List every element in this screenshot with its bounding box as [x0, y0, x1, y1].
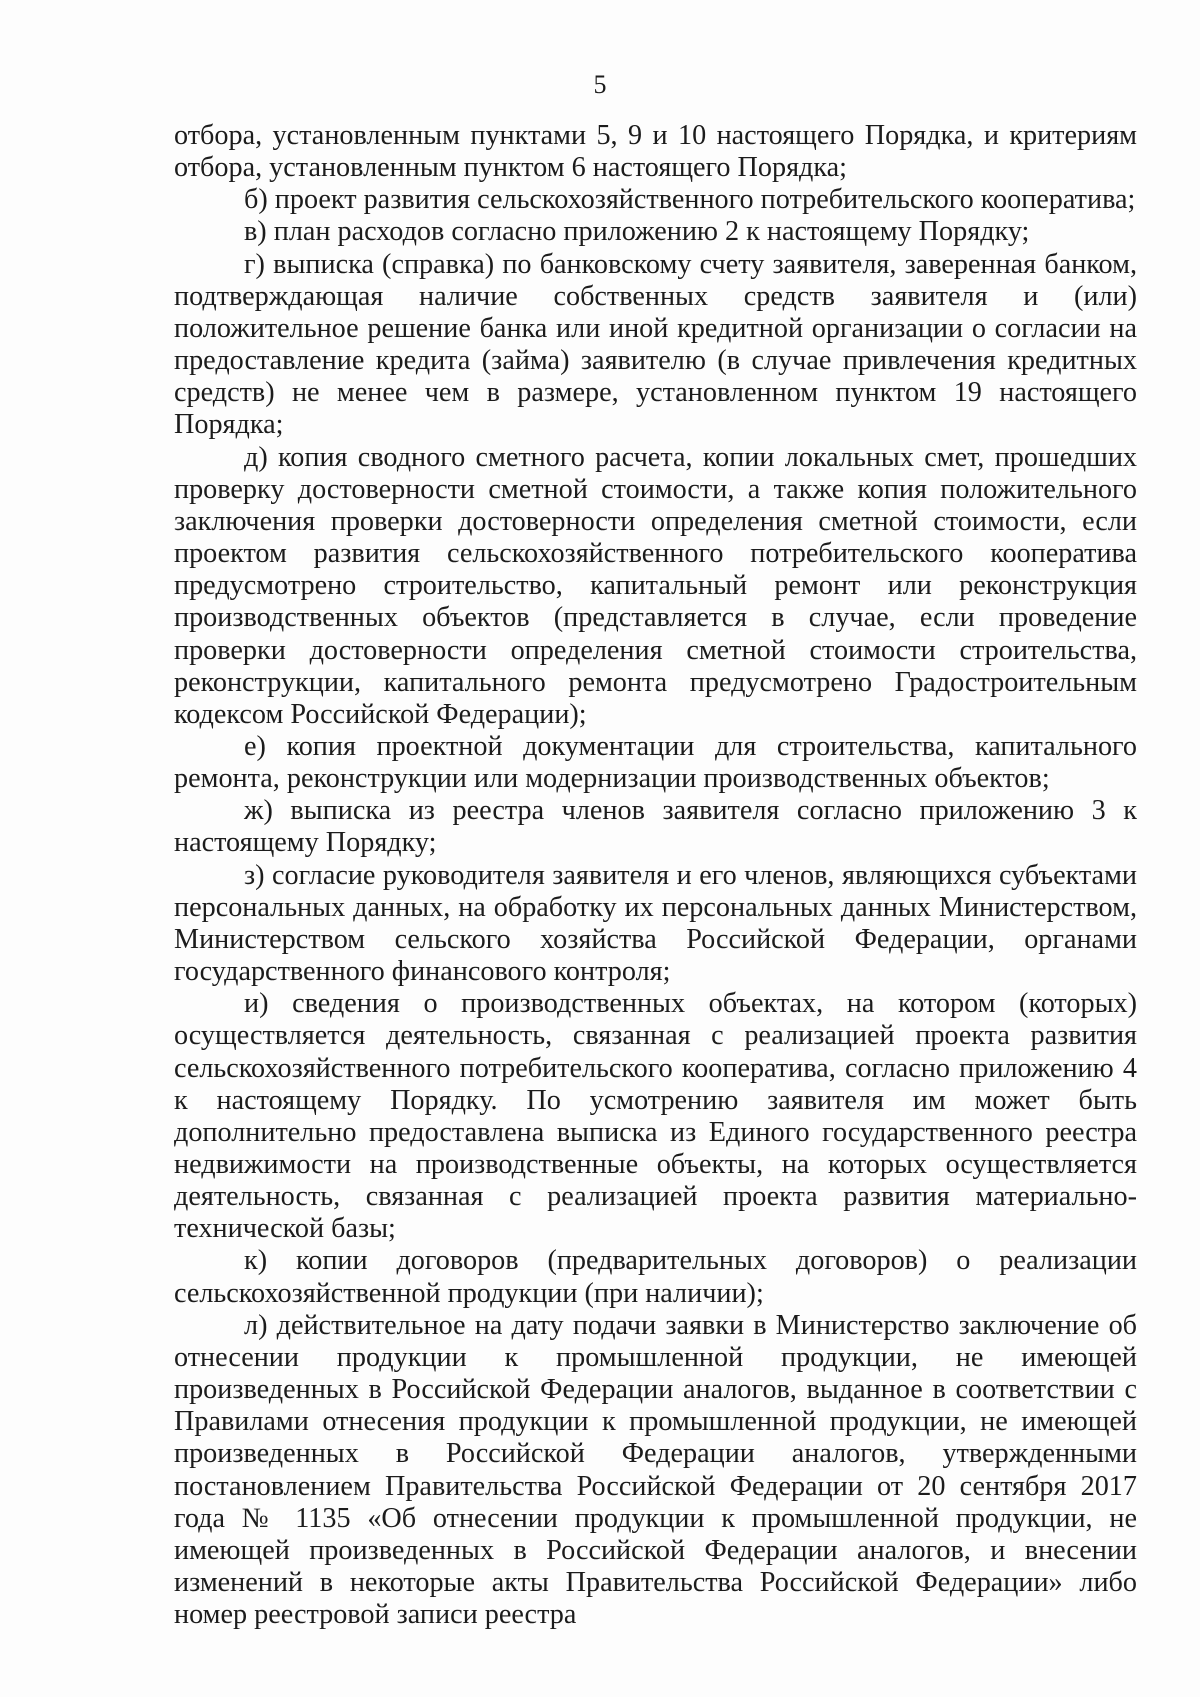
paragraph-item-l: л) действительное на дату подачи заявки в Министерство заключение об отнесении продукции к промышленной продукции, не имеющей произведенных в Российской Федерации аналогов, выданное в соответствии с Правилами отнесения продукции к промышленной продукции, не имеющей произведенных в Российской Федерации аналогов, утвержденными постановлением Правительства Российской Федерации от 20 сентября 2017 года № 1135 «Об отнесении продукции к промышленной продукции, не имеющей произведенных в Российской Федерации аналогов, и внесении изменений в некоторые акты Правительства Российской Федерации» либо номер реестровой записи реестра [174, 1309, 1137, 1631]
paragraph-item-e: е) копия проектной документации для строительства, капитального ремонта, реконструкции или модернизации производственных объектов; [174, 730, 1137, 795]
paragraph-item-k: к) копии договоров (предварительных договоров) о реализации сельскохозяйственной продукции (при наличии); [174, 1245, 1137, 1309]
paragraph-item-v: в) план расходов согласно приложению 2 к настоящему Порядку; [244, 216, 1030, 248]
page-number: 5 [593, 70, 607, 99]
paragraph-item-zh: ж) выписка из реестра членов заявителя согласно приложению 3 к настоящему Порядку; [174, 795, 1137, 859]
paragraph-continuation: отбора, установленным пунктами 5, 9 и 10 настоящего Порядка, и критериям отбора, установленным пунктом 6 настоящего Порядка; [174, 120, 1137, 184]
paragraph-item-g: г) выписка (справка) по банковскому счету заявителя, заверенная банком, подтверждающая наличие собственных средств заявителя и (или) положительное решение банка или иной кредитной организации о согласии на предоставление кредита (займа) заявителю (в случае привлечения кредитных средств) не менее чем в размере, установленном пунктом 19 настоящего Порядка; [174, 248, 1137, 441]
paragraph-item-b: б) проект развития сельскохозяйственного потребительского кооператива; [244, 184, 1136, 216]
paragraph-item-d: д) копия сводного сметного расчета, копии локальных смет, прошедших проверку достоверности сметной стоимости, а также копия положительного заключения проверки достоверности определения сметной стоимости, если проектом развития сельскохозяйственного потребительского кооператива предусмотрено строительство, капитальный ремонт или реконструкция производственных объектов (представляется в случае, если проведение проверки достоверности определения сметной стоимости строительства, реконструкции, капитального ремонта предусмотрено Градостроительным кодексом Российской Федерации); [174, 441, 1137, 730]
paragraph-item-z: з) согласие руководителя заявителя и его членов, являющихся субъектами персональных данных, на обработку их персональных данных Министерством, Министерством сельского хозяйства Российской Федерации, органами государственного финансового контроля; [174, 859, 1137, 988]
paragraph-item-i: и) сведения о производственных объектах, на котором (которых) осуществляется деятельность, связанная с реализацией проекта развития сельскохозяйственного потребительского кооператива, согласно приложению 4 к настоящему Порядку. По усмотрению заявителя им может быть дополнительно предоставлена выписка из Единого государственного реестра недвижимости на производственные объекты, на которых осуществляется деятельность, связанная с реализацией проекта развития материально-технической базы; [174, 988, 1137, 1245]
document-body [174, 120, 1137, 1631]
